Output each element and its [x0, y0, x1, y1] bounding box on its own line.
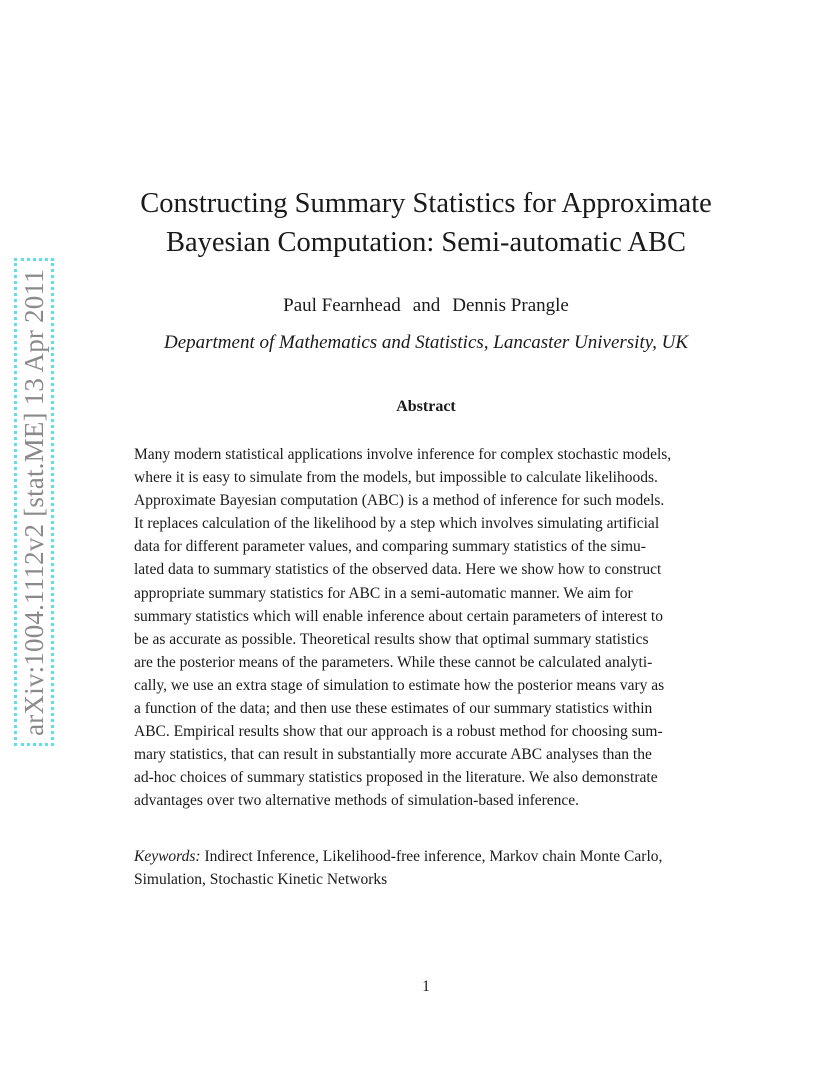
abstract-line: where it is easy to simulate from the models, but impossible to calculate likelihoods. — [134, 469, 658, 487]
abstract-line: ad-hoc choices of summary statistics proposed in the literature. We also demonstrate — [134, 769, 658, 787]
abstract-body — [134, 443, 718, 813]
keywords-line-1 — [134, 845, 718, 868]
abstract-line: data for different parameter values, and comparing summary statistics of the simu- — [134, 538, 646, 556]
keywords-text: Indirect Inference, Likelihood-free inference, Markov chain Monte Carlo, — [204, 848, 663, 865]
paper-title — [100, 184, 752, 262]
keywords — [134, 845, 718, 891]
abstract-line: be as accurate as possible. Theoretical results show that optimal summary statistics — [134, 630, 649, 648]
arxiv-stamp[interactable] — [14, 258, 54, 746]
abstract-line: are the posterior means of the parameters. While these cannot be calculated analyti- — [134, 653, 653, 671]
title-line-1: Constructing Summary Statistics for Approximate — [140, 188, 712, 219]
abstract-line: It replaces calculation of the likelihood by a step which involves simulating artificial — [134, 515, 660, 533]
author-conjunction: and — [412, 295, 441, 316]
author-name: Dennis Prangle — [452, 295, 569, 316]
abstract-line: appropriate summary statistics for ABC in a semi-automatic manner. We aim for — [134, 584, 633, 602]
page-number: 1 — [422, 978, 430, 995]
author-name: Paul Fearnhead — [283, 295, 401, 316]
abstract-line: mary statistics, that can result in substantially more accurate ABC analyses than the — [134, 746, 652, 764]
abstract-line: cally, we use an extra stage of simulation to estimate how the posterior means vary as — [134, 676, 665, 694]
abstract-heading: Abstract — [396, 398, 456, 415]
abstract-line: a function of the data; and then use these estimates of our summary statistics within — [134, 700, 653, 718]
affiliation: Department of Mathematics and Statistics, Lancaster University, UK — [163, 332, 689, 353]
abstract-line: lated data to summary statistics of the observed data. Here we show how to construct — [134, 561, 662, 579]
abstract-line: summary statistics which will enable inference about certain parameters of interest to — [134, 607, 663, 625]
arxiv-stamp-text: arXiv:1004.1112v2 [stat.ME] 13 Apr 2011 — [18, 268, 49, 736]
title-line-2: Bayesian Computation: Semi-automatic ABC — [165, 227, 687, 258]
keywords-line-2: Simulation, Stochastic Kinetic Networks — [134, 871, 388, 889]
author-list — [100, 294, 752, 318]
keywords-label: Keywords: — [134, 848, 201, 865]
abstract-line: Approximate Bayesian computation (ABC) is a method of inference for such models. — [134, 492, 665, 510]
abstract-line: Many modern statistical applications involve inference for complex stochastic models, — [134, 446, 672, 463]
abstract-line: advantages over two alternative methods of simulation-based inference. — [134, 792, 580, 810]
abstract-line: ABC. Empirical results show that our approach is a robust method for choosing sum- — [134, 723, 663, 741]
